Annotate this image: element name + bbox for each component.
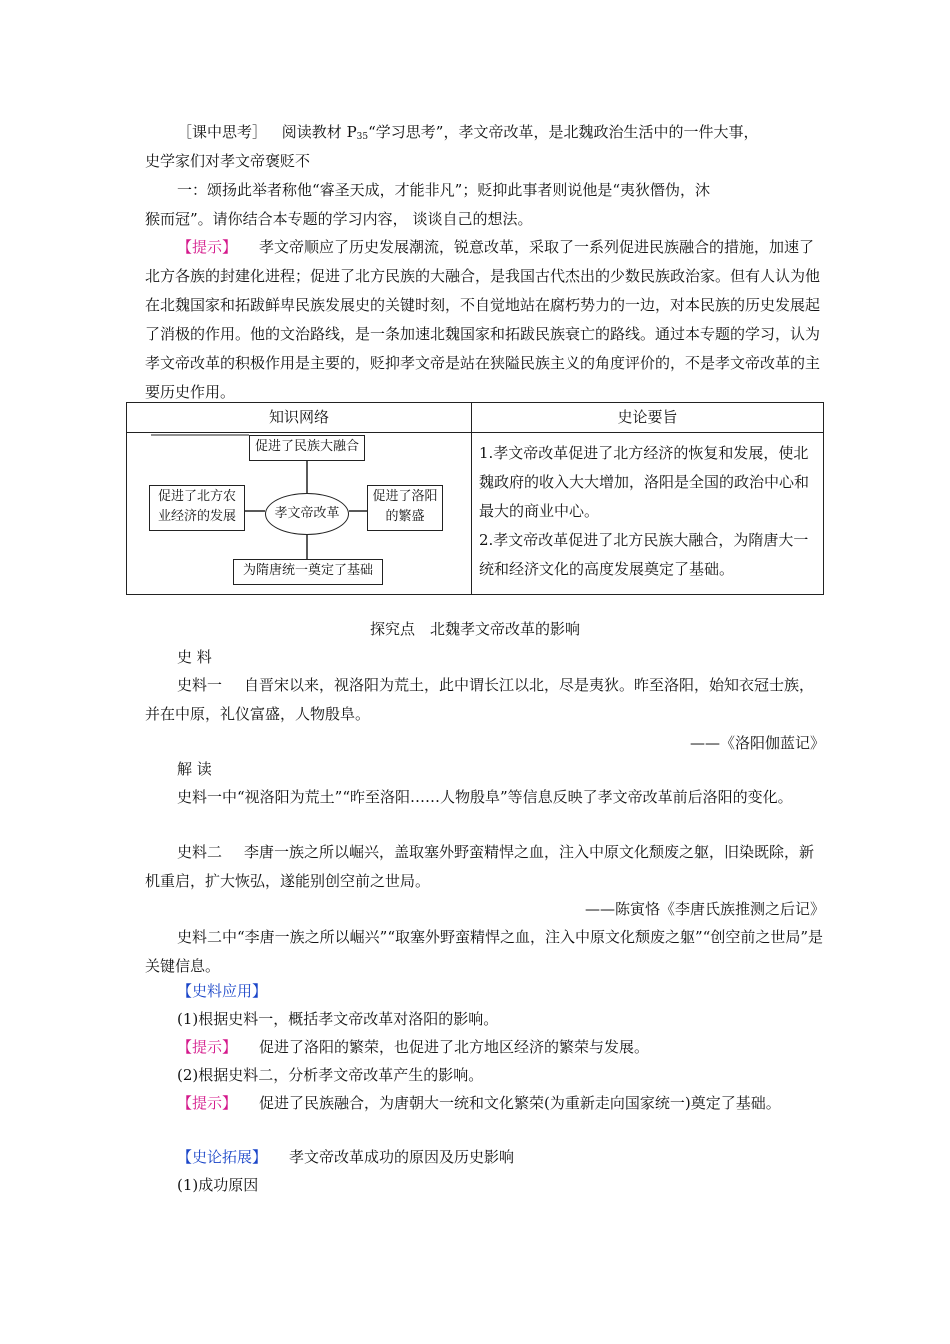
section-title: 探究点 北魏孝文帝改革的影响 — [369, 620, 580, 638]
source-1-paragraph — [145, 671, 825, 729]
question-1: (1)根据史料一，概括孝文帝改革对洛阳的影响。 — [177, 1010, 499, 1028]
hint-paragraph-1 — [145, 233, 825, 407]
diagram-node-center: 孝文帝改革 — [265, 493, 349, 535]
source-1-text: 自晋宋以来，视洛阳为荒土，此中谓长江以北，尽是夷狄。昨至洛阳，始知衣冠士族，并在中原，礼仪富盛，人物殷阜。 — [145, 676, 815, 723]
jiedu-heading: 解 读 — [177, 760, 212, 778]
application-label: 【史料应用】 — [177, 982, 268, 1000]
extension-title: 孝文帝改革成功的原因及历史影响 — [289, 1148, 515, 1166]
think-label: ［课中思考］ — [177, 123, 268, 141]
table-point-1: 1.孝文帝改革促进了北方经济的恢复和发展，使北魏政府的收入大大增加，洛阳是全国的政治中心和最大的商业中心。 — [479, 444, 810, 520]
diagram-node-top: 促进了民族大融合 — [249, 435, 365, 461]
extension-line — [177, 1143, 514, 1172]
hint-text: 孝文帝顺应了历史发展潮流，锐意改革，采取了一系列促进民族融合的措施，加速了北方各族的封建化进程；促进了北方民族的大融合，是我国古代杰出的少数民族政治家。但有人认为他在北魏国家和拓跋鲜卑民族发展史的关键时刻，不自觉地站在腐朽势力的一边，对本民族的历史发展起了消极的作用。他的文治路线，是一条加速北魏国家和拓跋民族衰亡的路线。通过本专题的学习，认为孝文帝改革的积极作用是主要的，贬抑孝文帝是站在狭隘民族主义的角度评价的，不是孝文帝改革的主要历史作用。 — [145, 238, 821, 401]
think-text-1b: “学习思考”，孝文帝改革，是北魏政治生活中的一件大事， — [368, 123, 759, 141]
source-2-paragraph — [145, 838, 825, 896]
source-2-label: 史料二 — [177, 843, 223, 861]
diagram-node-bottom: 为隋唐统一奠定了基础 — [233, 559, 383, 585]
hint-label: 【提示】 — [177, 238, 238, 256]
answer-2-text: 促进了民族融合，为唐朝大一统和文化繁荣(为重新走向国家统一)奠定了基础。 — [259, 1094, 781, 1112]
answer-2-paragraph — [145, 1089, 825, 1118]
extension-label: 【史论拓展】 — [177, 1148, 268, 1166]
diagram-node-right: 促进了洛阳的繁盛 — [367, 485, 443, 531]
table-header-points: 史论要旨 — [617, 408, 678, 426]
question-2: (2)根据史料二，分析孝文帝改革产生的影响。 — [177, 1066, 484, 1084]
source-1-citation: ——《洛阳伽蓝记》 — [689, 734, 825, 752]
answer-1-label: 【提示】 — [177, 1038, 238, 1056]
answer-1-line — [177, 1033, 649, 1062]
table-point-2: 2.孝文帝改革促进了北方民族大融合，为隋唐大一统和经济文化的高度发展奠定了基础。 — [479, 531, 809, 578]
diagram-node-left: 促进了北方农业经济的发展 — [149, 485, 245, 531]
source-2-citation: ——陈寅恪《李唐氏族推测之后记》 — [584, 900, 825, 918]
think-line-3: 一：颂扬此举者称他“睿圣天成，才能非凡”；贬抑此事者则说他是“夷狄僭伪，沐 — [177, 181, 711, 199]
extension-item-1: (1)成功原因 — [177, 1176, 259, 1194]
shiliao-heading: 史 料 — [177, 648, 212, 666]
answer-1-text: 促进了洛阳的繁荣，也促进了北方地区经济的繁荣与发展。 — [259, 1038, 650, 1056]
table-header-network: 知识网络 — [268, 408, 329, 426]
think-text-1a: 阅读教材 P — [281, 123, 357, 141]
jiedu-1: 史料一中“视洛阳为荒土”“昨至洛阳……人物殷阜”等信息反映了孝文帝改革前后洛阳的变化。 — [177, 788, 793, 806]
knowledge-table — [126, 402, 824, 595]
source-2-text: 李唐一族之所以崛兴，盖取塞外野蛮精悍之血，注入中原文化颓废之躯，旧染既除，新机重启，扩大恢弘，遂能别创空前之世局。 — [145, 843, 815, 890]
jiedu-2: 史料二中“李唐一族之所以崛兴”“取塞外野蛮精悍之血，注入中原文化颓废之躯”“创空前之世局”是关键信息。 — [145, 928, 824, 975]
answer-2-label: 【提示】 — [177, 1094, 238, 1112]
think-line-4: 猴而冠”。请你结合本专题的学习内容， 谈谈自己的想法。 — [145, 210, 533, 228]
think-page-sub: 35 — [356, 132, 369, 142]
think-line-2: 史学家们对孝文帝褒贬不 — [145, 152, 311, 170]
table-points — [479, 439, 819, 584]
source-1-label: 史料一 — [177, 676, 223, 694]
